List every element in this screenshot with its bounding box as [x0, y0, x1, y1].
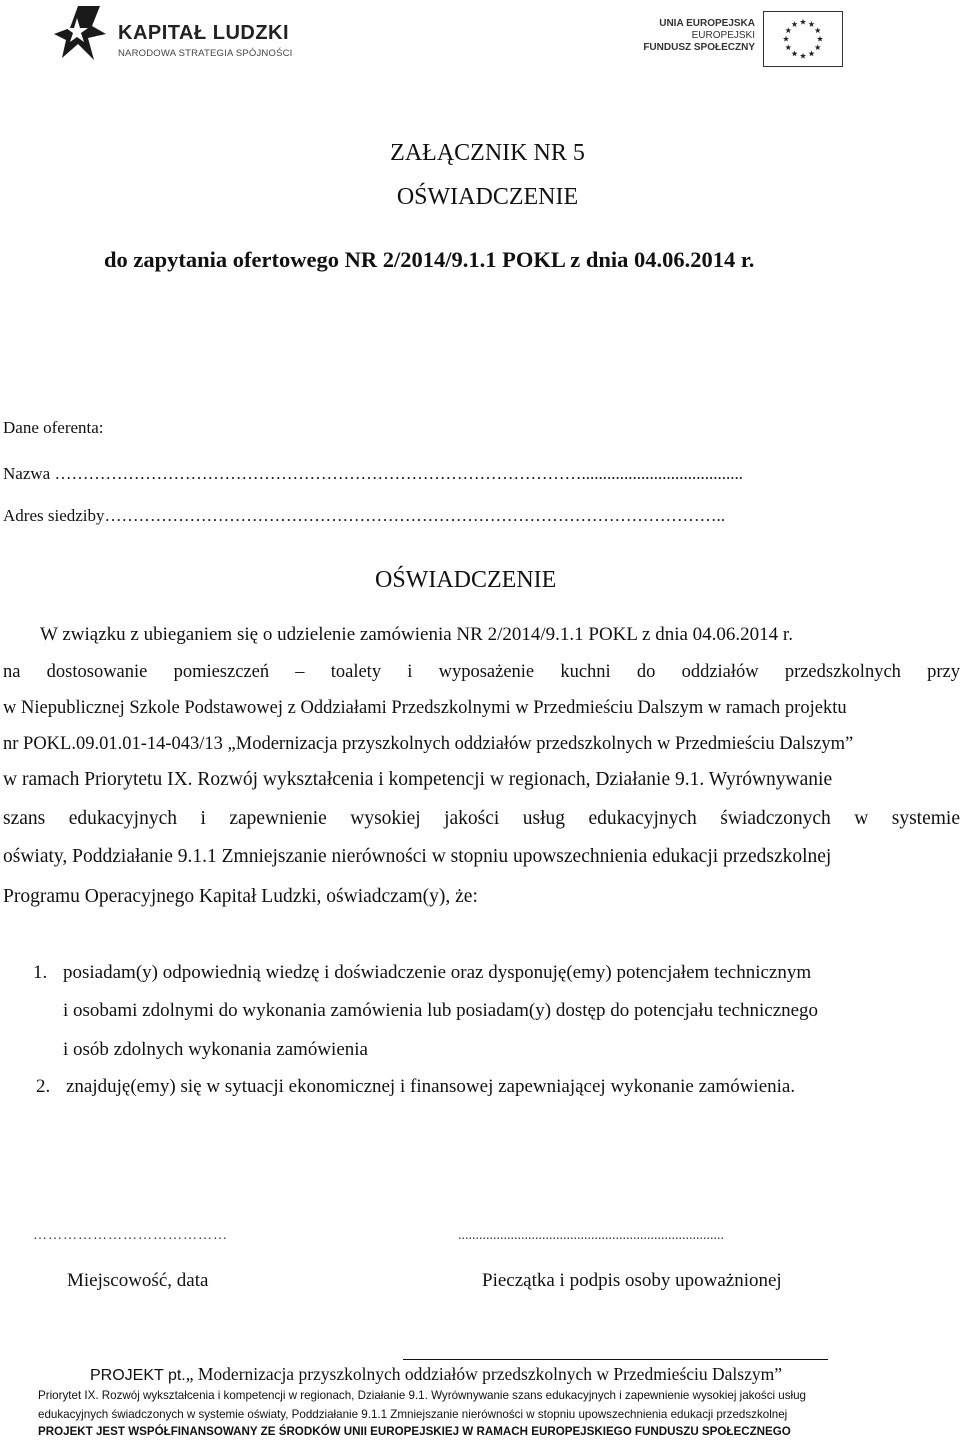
footer-divider — [403, 1359, 828, 1360]
line1-word: na — [3, 662, 21, 682]
footer-line-3: edukacyjnych świadczonych w systemie oświaty, Poddziałanie 9.1.1 Zmniejszanie nierówności w stopniu upowszechnienia edukacji przedszkolnej — [38, 1408, 788, 1421]
eu-flag-icon — [763, 11, 843, 67]
line5-word: i — [200, 808, 206, 829]
paragraph-line-7: Programu Operacyjnego Kapitał Ludzki, oświadczam(y), że: — [3, 886, 478, 907]
eu-star-icon — [808, 51, 814, 57]
line5-word: usług — [522, 808, 566, 829]
footer-line-2: Priorytet IX. Rozwój wykształcenia i kompetencji w regionach, Działanie 9.1. Wyrównywanie szans edukacyjnych i zapewnienie wysokiej jakości usług — [38, 1389, 807, 1402]
line5-word: edukacyjnych — [68, 808, 177, 829]
eu-line-1: UNIA EUROPEJSKA — [659, 18, 755, 29]
bidder-label: Dane oferenta: — [3, 418, 104, 437]
logo-title: KAPITAŁ LUDZKI — [118, 22, 290, 44]
place-date-label: Miejscowość, data — [67, 1270, 209, 1291]
footer-project-title: „ Modernizacja przyszkolnych oddziałów przedszkolnych w Przedmieściu Dalszym” — [185, 1364, 782, 1384]
line1-word: pomieszczeń — [173, 662, 270, 682]
eu-line-2: EUROPEJSKI — [691, 30, 755, 41]
statement-heading: OŚWIADCZENIE — [375, 567, 557, 593]
line1-word: toalety — [330, 662, 382, 682]
eu-star-icon — [808, 21, 814, 27]
place-date-field: ………………………………… — [33, 1228, 228, 1243]
annex-title: ZAŁĄCZNIK NR 5 — [390, 140, 585, 166]
bidder-name-field: Nazwa …………………………………………………………………………………...................................... — [3, 464, 743, 483]
eu-star-icon — [783, 36, 789, 42]
paragraph-line-5 — [3, 808, 960, 830]
paragraph-line-4: w ramach Priorytetu IX. Rozwój wykształcenia i kompetencji w regionach, Działanie 9.1. Wyrównywanie — [3, 769, 833, 790]
justified-words-5 — [3, 808, 960, 830]
paragraph-line-1 — [3, 662, 960, 683]
eu-line-3: FUNDUSZ SPOŁECZNY — [643, 42, 755, 53]
paragraph-line-6: oświaty, Poddziałanie 9.1.1 Zmniejszanie nierówności w stopniu upowszechnienia edukacji przedszkolnej — [3, 846, 832, 867]
eu-star-icon — [800, 19, 806, 25]
line1-word: wyposażenie — [438, 662, 535, 682]
footer-project-line — [90, 1364, 782, 1385]
footer-project-prefix: PROJEKT pt. — [90, 1367, 186, 1384]
paragraph-line-2: w Niepublicznej Szkole Podstawowej z Oddziałami Przedszkolnymi w Przedmieściu Dalszym w ramach projektu — [3, 698, 847, 718]
line5-word: zapewnienie — [229, 808, 327, 829]
line1-word: przedszkolnych — [784, 662, 901, 682]
eu-star-icon — [785, 44, 791, 50]
eu-star-icon — [800, 53, 806, 59]
line5-word: wysokiej — [350, 808, 421, 829]
list-item-1-line-1: posiadam(y) odpowiednią wiedzę i doświadczenie oraz dysponuję(emy) potencjałem technicznym — [63, 962, 812, 983]
logo-subtitle: NARODOWA STRATEGIA SPÓJNOŚCI — [118, 48, 293, 59]
justified-words-1 — [3, 662, 960, 683]
list-number-1: 1. — [33, 962, 48, 983]
signature-field: ............................................................................ — [458, 1228, 724, 1243]
line5-word: jakości — [444, 808, 500, 829]
signature-label: Pieczątka i podpis osoby upoważnionej — [482, 1270, 782, 1291]
list-number-2: 2. — [36, 1076, 51, 1097]
line1-word: – — [295, 662, 305, 682]
eu-star-icon — [785, 27, 791, 33]
eu-star-icon — [791, 51, 797, 57]
statement-title: OŚWIADCZENIE — [396, 184, 579, 210]
line5-word: świadczonych — [720, 808, 831, 829]
eu-star-icon — [817, 36, 823, 42]
line1-word: oddziałów — [681, 662, 759, 682]
line1-word: i — [407, 662, 413, 682]
eu-star-icon — [815, 27, 821, 33]
list-item-1-line-2: i osobami zdolnymi do wykonania zamówienia lub posiadam(y) dostęp do potencjału technicznego — [63, 1000, 819, 1021]
eu-logo-text — [640, 18, 755, 54]
list-item-1-line-3: i osób zdolnych wykonania zamówienia — [63, 1039, 368, 1060]
line1-word: do — [636, 662, 656, 682]
line5-word: systemie — [891, 808, 960, 829]
eu-star-icon — [815, 44, 821, 50]
kapital-ludzki-logo-icon — [48, 4, 118, 64]
subject-line: do zapytania ofertowego NR 2/2014/9.1.1 POKL z dnia 04.06.2014 r. — [104, 247, 755, 272]
list-item-2-line-1: znajduję(emy) się w sytuacji ekonomicznej i finansowej zapewniającej wykonanie zamówienia. — [66, 1076, 796, 1097]
eu-star-icon — [791, 21, 797, 27]
intro-line: W związku z ubieganiem się o udzielenie zamówienia NR 2/2014/9.1.1 POKL z dnia 04.06.2014 r. — [40, 624, 793, 645]
line5-word: w — [854, 808, 869, 829]
bidder-address-field: Adres siedziby……………………………………………………………………………………………….. — [3, 506, 726, 525]
paragraph-line-3: nr POKL.09.01.01-14-043/13 „Modernizacja przyszkolnych oddziałów przedszkolnych w Przedmieściu Dalszym” — [3, 734, 854, 754]
line1-word: dostosowanie — [46, 662, 148, 682]
line5-word: szans — [3, 808, 46, 829]
line1-word: kuchni — [560, 662, 611, 682]
line5-word: edukacyjnych — [588, 808, 697, 829]
footer-cofinancing-line: PROJEKT JEST WSPÓŁFINANSOWANY ZE ŚRODKÓW UNII EUROPEJSKIEJ W RAMACH EUROPEJSKIEGO FUNDUSZU SPOŁECZNEGO — [38, 1425, 791, 1438]
line1-word: przy — [927, 662, 960, 682]
